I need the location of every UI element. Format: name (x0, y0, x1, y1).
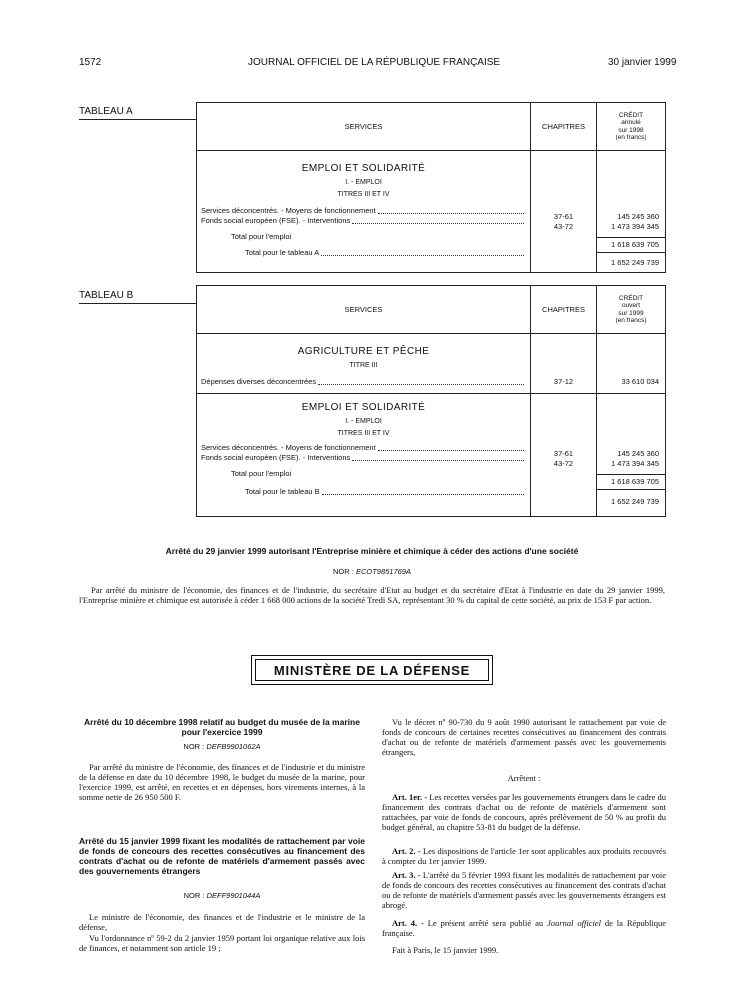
article-1: Art. 1er. - Les recettes versées par les gouvernements étrangers dans le cadre du financement des contrats d'achat ou de refonte de matériels d'armement sont rattachées, par voie de fonds de concours, après prélèvement de 50 % au profit du budget général, au chapitre 53-81 du budget de la défense. (382, 792, 667, 832)
amount: 145 245 360 (617, 449, 659, 458)
arrete-3-p3: Vu le décret nº 90-730 du 9 août 1990 autorisant le rattachement par voie de fonds de concours de certaines recettes consécutives au financement des contrats d'achat ou de refonte de matériels d'armement passés avec les gouvernements étrangers, (382, 717, 666, 757)
section-title: AGRICULTURE ET PÊCHE (297, 346, 430, 357)
tableau-a-table (196, 102, 666, 273)
chapitre: 37-61 (553, 449, 574, 458)
grand-total-row: Total pour le tableau B (197, 487, 530, 497)
tableau-b-section1-chap-cell (531, 334, 597, 394)
arrete-3-nor: NOR : DEFF9901044A (183, 891, 261, 900)
tableau-b-section2-cell (197, 394, 531, 517)
table-row: Services déconcentrés. - Moyens de fonctionnement (197, 206, 530, 216)
col-services: SERVICES (197, 286, 531, 334)
amount: 1 473 394 345 (611, 459, 659, 468)
col-credit: CRÉDIT ouvert sur 1999 (en francs) (597, 286, 666, 334)
tableau-b-section2-credit-cell (597, 394, 666, 517)
tableau-a-credit-cell (597, 151, 666, 273)
tableau-b-rule (79, 303, 196, 304)
article-3: Art. 3. - L'arrêté du 5 février 1993 fixant les modalités de rattachement par voie de fonds de concours des recettes consécutives au financement des contrats d'achat ou de refonte de matériels d'armement passés avec les gouvernements étrangers est abrogé. (382, 870, 667, 910)
arrete-3-p2: Vu l'ordonnance nº 59-2 du 2 janvier 1959 portant loi organique relative aux lois de finances, et notamment son article 19 ; (79, 933, 365, 953)
tableau-a-chapitres-cell (531, 151, 597, 273)
issue-date: 30 janvier 1999 (608, 57, 677, 68)
table-row: Fonds social européen (FSE). - Interventions (197, 453, 530, 463)
table-row: Services déconcentrés. - Moyens de fonctionnement (197, 443, 530, 453)
arrete-1-title: Arrêté du 29 janvier 1999 autorisant l'Entreprise minière et chimique à céder des actions d'une société (165, 546, 579, 556)
ministere-heading: MINISTÈRE DE LA DÉFENSE (255, 659, 489, 681)
grand-total-amount: 1 652 249 739 (611, 497, 659, 506)
arrete-2-title: Arrêté du 10 décembre 1998 relatif au budget du musée de la marine pour l'exercice 1999 (84, 717, 360, 737)
grand-total-amount: 1 652 249 739 (611, 258, 659, 267)
amount: 33 610 034 (621, 377, 659, 386)
ministere-box (251, 655, 493, 685)
total-emploi-amount: 1 618 639 705 (597, 237, 665, 253)
amount: 145 245 360 (617, 212, 659, 221)
section-title: EMPLOI ET SOLIDARITÉ (301, 163, 426, 174)
tableau-b-section1-cell (197, 334, 531, 394)
table-row: Dépenses diverses déconcentrées (197, 377, 530, 387)
tableau-b-section2-chap-cell (531, 394, 597, 517)
total-emploi-amount: 1 618 639 705 (597, 474, 665, 490)
tableau-b-label: TABLEAU B (79, 290, 134, 301)
arrete-3-p1: Le ministre de l'économie, des finances et de l'industrie et le ministre de la défense, (79, 912, 365, 932)
col-credit: CRÉDIT annulé sur 1998 (en francs) (597, 103, 666, 151)
journal-title: JOURNAL OFFICIEL DE LA RÉPUBLIQUE FRANÇAISE (248, 57, 501, 68)
chapitre: 43-72 (553, 459, 574, 468)
chapitre: 37-12 (553, 377, 574, 386)
tableau-a-label: TABLEAU A (79, 106, 133, 117)
arretent: Arrêtent : (507, 773, 541, 783)
tableau-b-section1-credit-cell (597, 334, 666, 394)
arrete-2-text: Par arrêté du ministre de l'économie, des finances et de l'industrie et du ministre de la défense en date du 10 décembre 1998, le budget du musée de la marine, pour l'exercice 1999, est arrêté, en recettes et en dépenses, hors virements internes, à la somme nette de 26 950 500 F. (79, 762, 365, 802)
article-4: Art. 4. - Le présent arrêté sera publié au Journal officiel de la République française. (382, 918, 667, 938)
tableau-b-table (196, 285, 666, 517)
col-chapitres: CHAPITRES (531, 103, 597, 151)
table-row: Fonds social européen (FSE). - Interventions (197, 216, 530, 226)
arrete-1-nor: NOR : ECOT9851769A (333, 567, 411, 576)
section-sub: I. - EMPLOI (345, 418, 382, 425)
article-2: Art. 2. - Les dispositions de l'article 1er sont applicables aux produits recouvrés à compter du 1er janvier 1999. (382, 846, 667, 866)
arrete-1-text: Par arrêté du ministre de l'économie, des finances et de l'industrie, du secrétaire d'Etat au budget et du secrétaire d'Etat à l'industrie en date du 29 janvier 1999, l'Entreprise minière et chimique est autorisée à céder 1 668 000 actions de la société Tredi SA, représentant 30 % du capital de cette société, au prix de 153 F par action. (79, 585, 665, 605)
section-sub: TITRE III (349, 362, 378, 369)
chapitre: 43-72 (553, 222, 574, 231)
tableau-a-rule (79, 119, 196, 120)
section-sub: I. - EMPLOI (345, 179, 382, 186)
tableau-a-services-cell (197, 151, 531, 273)
col-services: SERVICES (197, 103, 531, 151)
section-title: EMPLOI ET SOLIDARITÉ (301, 402, 426, 413)
chapitre: 37-61 (553, 212, 574, 221)
fait-a-paris: Fait à Paris, le 15 janvier 1999. (392, 945, 499, 955)
arrete-2-nor: NOR : DEFB9901062A (183, 742, 261, 751)
total-row: Total pour l'emploi (231, 469, 292, 478)
col-chapitres: CHAPITRES (531, 286, 597, 334)
arrete-3-title: Arrêté du 15 janvier 1999 fixant les modalités de rattachement par voie de fonds de concours des recettes consécutives au financement des contrats d'achat ou de refonte de matériels d'armement passés avec des gouvernements étrangers (79, 836, 365, 876)
section-sub: TITRES III ET IV (337, 191, 390, 198)
section-sub: TITRES III ET IV (337, 430, 390, 437)
grand-total-row: Total pour le tableau A (197, 248, 530, 258)
total-row: Total pour l'emploi (231, 232, 292, 241)
amount: 1 473 394 345 (611, 222, 659, 231)
page-number: 1572 (79, 57, 102, 68)
